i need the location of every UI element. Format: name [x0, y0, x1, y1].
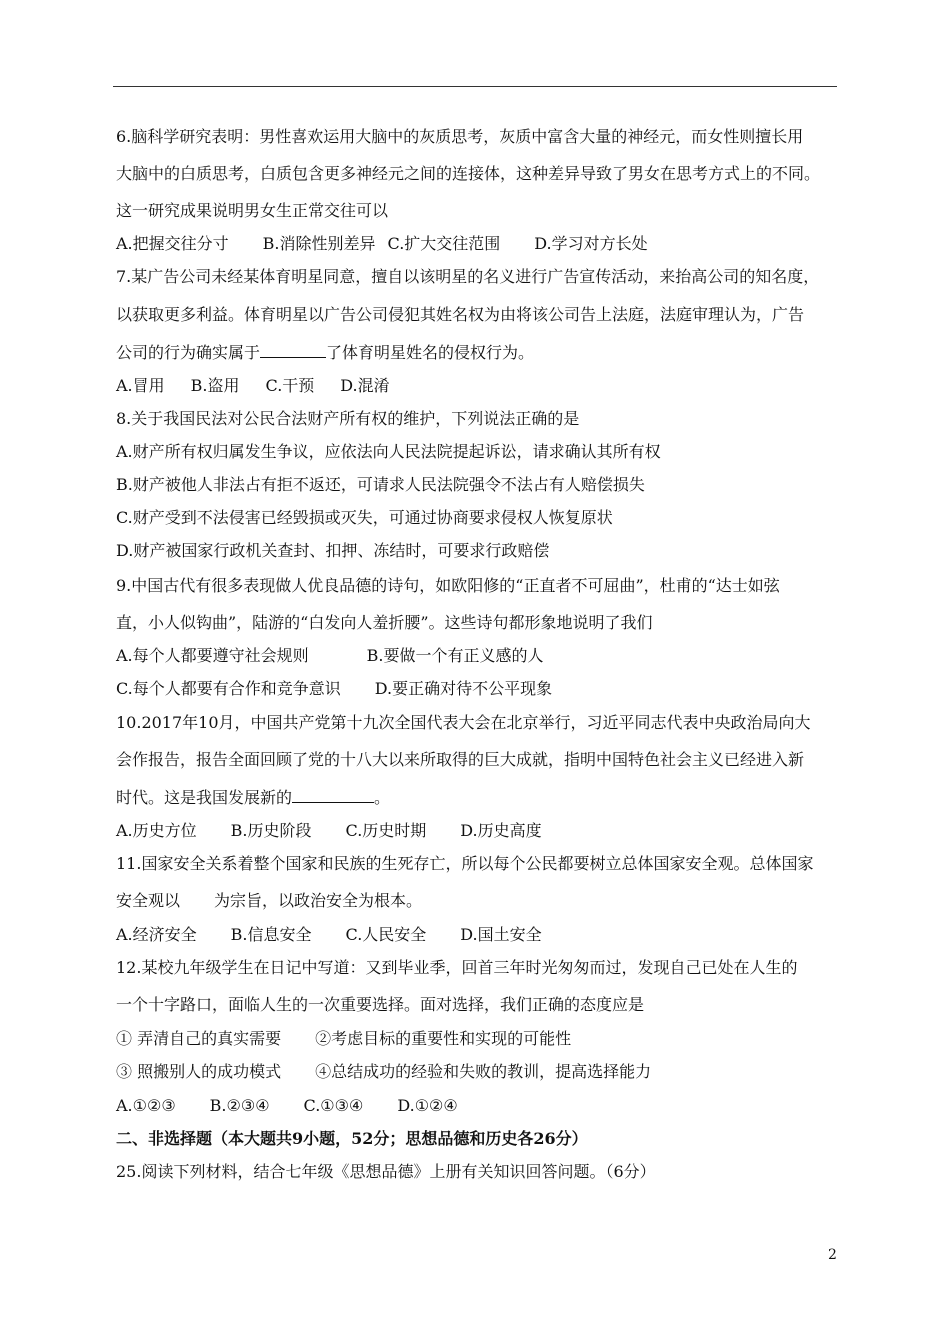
q8-option-d: D.财产被国家行政机关查封、扣押、冻结时，可要求行政赔偿 [116, 541, 550, 560]
q6-option-d: D.学习对方长处 [534, 234, 648, 253]
q12-option-a: A.①②③ [116, 1096, 176, 1115]
q7-option-b: B.盗用 [190, 376, 240, 395]
q7-options [116, 376, 390, 396]
q11-options [116, 925, 542, 945]
q9-line-1: 9.中国古代有很多表现做人优良品德的诗句，如欧阳修的“正直者不可屈曲”，杜甫的“达士如弦 [116, 576, 780, 595]
q12-line-1: 12.某校九年级学生在日记中写道：又到毕业季，回首三年时光匆匆而过，发现自己已处在人生的 [116, 958, 798, 977]
q7-line-3-start: 公司的行为确实属于 [116, 343, 261, 362]
q6-option-a: A.把握交往分寸 [116, 234, 229, 253]
q9-option-c: C.每个人都要有合作和竞争意识 [116, 679, 341, 698]
q11-line-2 [116, 891, 422, 911]
q11-line-2-end: 为宗旨，以政治安全为根本。 [214, 891, 423, 910]
q10-option-b: B.历史阶段 [230, 821, 312, 840]
q10-option-c: C.历史时期 [345, 821, 427, 840]
page-number: 2 [828, 1247, 837, 1263]
q10-line-2: 会作报告，报告全面回顾了党的十八大以来所取得的巨大成就，指明中国特色社会主义已经进入新 [116, 750, 805, 769]
q12-option-b: B.②③④ [209, 1096, 270, 1115]
q11-line-1: 11.国家安全关系着整个国家和民族的生死存亡，所以每个公民都要树立总体国家安全观。总体国家 [116, 854, 814, 873]
q8-option-c: C.财产受到不法侵害已经毁损或灭失，可通过协商要求侵权人恢复原状 [116, 508, 613, 527]
q6-line-1: 6.脑科学研究表明：男性喜欢运用大脑中的灰质思考，灰质中富含大量的神经元，而女性则擅长用 [116, 127, 804, 146]
q12-items-row-2 [116, 1062, 651, 1082]
q8-option-a: A.财产所有权归属发生争议，应依法向人民法院提起诉讼，请求确认其所有权 [116, 442, 661, 461]
q11-option-b: B.信息安全 [230, 925, 312, 944]
q6-line-3: 这一研究成果说明男女生正常交往可以 [116, 201, 389, 220]
q12-items-row-1 [116, 1029, 571, 1049]
q12-options [116, 1096, 458, 1116]
q7-option-a: A.冒用 [116, 376, 165, 395]
q8-stem: 8.关于我国民法对公民合法财产所有权的维护，下列说法正确的是 [116, 409, 580, 428]
q12-item-4: ④总结成功的经验和失败的教训，提高选择能力 [315, 1062, 652, 1081]
q9-option-b: B.要做一个有正义感的人 [366, 646, 544, 665]
q7-answer-blank [260, 342, 326, 358]
q11-line-2-start: 安全观以 [116, 891, 181, 910]
q10-option-a: A.历史方位 [116, 821, 197, 840]
q6-option-c: C.扩大交往范围 [387, 234, 501, 253]
q9-options-row-2 [116, 679, 552, 699]
q10-line-3-start: 时代。这是我国发展新的 [116, 788, 293, 807]
q11-option-c: C.人民安全 [345, 925, 427, 944]
q10-line-3 [116, 787, 390, 808]
q7-line-2: 以获取更多利益。体育明星以广告公司侵犯其姓名权为由将该公司告上法庭，法庭审理认为，广告 [116, 305, 805, 324]
q10-line-3-end: 。 [374, 788, 391, 807]
section-2-heading: 二、非选择题（本大题共9小题，52分；思想品德和历史各26分） [116, 1129, 588, 1148]
q12-item-2: ②考虑目标的重要性和实现的可能性 [315, 1029, 572, 1048]
q10-options [116, 821, 542, 841]
q12-item-1: ① 弄清自己的真实需要 [116, 1029, 282, 1048]
q9-option-d: D.要正确对待不公平现象 [374, 679, 553, 698]
q12-item-3: ③ 照搬别人的成功模式 [116, 1062, 282, 1081]
q8-option-b: B.财产被他人非法占有拒不返还，可请求人民法院强令不法占有人赔偿损失 [116, 475, 645, 494]
q12-line-2: 一个十字路口，面临人生的一次重要选择。面对选择，我们正确的态度应是 [116, 995, 645, 1014]
q9-line-2: 直，小人似钩曲”，陆游的“白发向人羞折腰”。这些诗句都形象地说明了我们 [116, 613, 653, 632]
q7-line-1: 7.某广告公司未经某体育明星同意，擅自以该明星的名义进行广告宣传活动，来抬高公司的知名度， [116, 267, 820, 286]
q11-option-a: A.经济安全 [116, 925, 197, 944]
q6-option-b: B.消除性别差异 [262, 234, 376, 253]
q7-line-3 [116, 342, 534, 363]
q6-line-2: 大脑中的白质思考，白质包含更多神经元之间的连接体，这种差异导致了男女在思考方式上的不同。 [116, 164, 821, 183]
q10-answer-blank [292, 787, 374, 803]
q12-option-d: D.①②④ [397, 1096, 458, 1115]
q10-line-1: 10.2017年10月，中国共产党第十九次全国代表大会在北京举行，习近平同志代表中央政治局向大 [116, 713, 811, 732]
q25-stem: 25.阅读下列材料，结合七年级《思想品德》上册有关知识回答问题。（6分） [116, 1162, 656, 1181]
q10-option-d: D.历史高度 [460, 821, 542, 840]
q7-option-c: C.干预 [265, 376, 315, 395]
q12-option-c: C.①③④ [303, 1096, 364, 1115]
q6-options [116, 234, 648, 254]
header-rule [113, 86, 837, 87]
q9-option-a: A.每个人都要遵守社会规则 [116, 646, 309, 665]
q7-line-3-end: 了体育明星姓名的侵权行为。 [326, 343, 535, 362]
q11-option-d: D.国土安全 [460, 925, 542, 944]
q9-options-row-1 [116, 646, 544, 666]
q7-option-d: D.混淆 [340, 376, 390, 395]
